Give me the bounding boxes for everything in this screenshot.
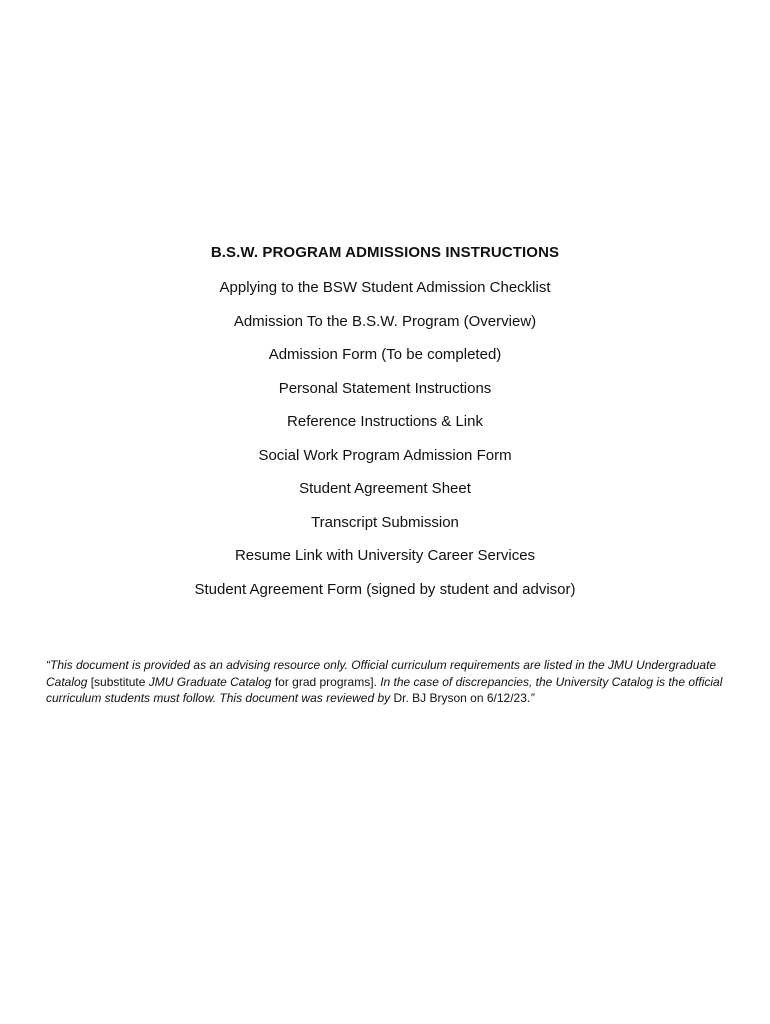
list-item: Reference Instructions & Link <box>287 413 483 430</box>
list-item: Applying to the BSW Student Admission Checklist <box>219 279 551 296</box>
disclaimer-text-7: ” <box>530 691 535 705</box>
list-item: Admission To the B.S.W. Program (Overview) <box>233 312 537 330</box>
disclaimer-text-3: JMU Graduate Catalog <box>148 674 272 689</box>
list-item: Student Agreement Sheet <box>299 480 471 497</box>
disclaimer-text-2: [substitute <box>87 674 149 689</box>
list-item: Transcript Submission <box>311 513 459 531</box>
document-title: B.S.W. PROGRAM ADMISSIONS INSTRUCTIONS <box>210 244 560 261</box>
disclaimer-text-5: In the case of discrepancies, the University Catalog is the official curriculum students must follow. This document was reviewed by <box>46 674 723 705</box>
disclaimer-text-4: for grad programs]. <box>271 674 381 689</box>
list-item: Resume Link with University Career Services <box>234 547 536 564</box>
disclaimer-text-6: Dr. BJ Bryson on 6/12/23. <box>393 691 531 705</box>
list-item: Social Work Program Admission Form <box>258 446 512 464</box>
disclaimer-paragraph <box>46 657 736 707</box>
disclaimer-text-1: “This document is provided as an advising resource only. Official curriculum requirements are listed in the JMU Undergraduate Catalog <box>46 658 717 689</box>
list-item: Admission Form (To be completed) <box>268 346 502 363</box>
instructions-list <box>0 278 770 613</box>
list-item: Student Agreement Form (signed by student and advisor) <box>194 580 576 598</box>
list-item: Personal Statement Instructions <box>278 379 492 397</box>
